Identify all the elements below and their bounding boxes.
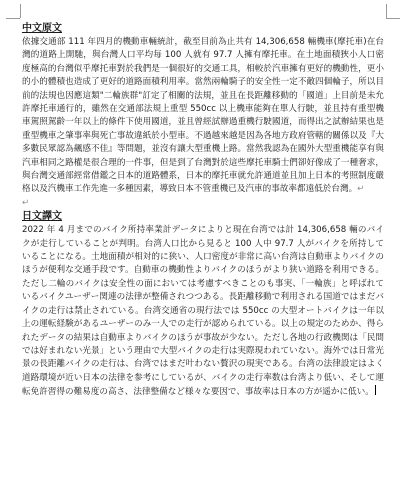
paragraph-mark: ↵ — [22, 197, 30, 208]
japanese-paragraph — [22, 224, 384, 399]
margin-mark-top-right — [386, 18, 400, 19]
chinese-section-heading: 中文原文 — [22, 23, 62, 34]
paragraph-mark: ↵ — [357, 184, 365, 195]
text-cursor — [375, 385, 376, 395]
margin-mark-top-left — [20, 4, 21, 18]
chinese-paragraph-text: 依據交通部 111 年四月的機動車輛統計，截至目前為止共有 14,306,658 輛機車(摩托車)在台灣的道路上開馳，與台灣人口平均每 100 人就有 97.7 人擁有摩托車。在土地面積狹小人口密度極高的台灣似乎摩托車對於我們是一個很好的交通工具，相較於汽車擁有更好的機動性，更小的小的體積也造成了更好的道路面積利用率。當然兩輪騎子的安全性一定不敵四個輪子，所以目前的法規也因應這類"二輪族群"訂定了相關的法規，並且在長距離移動的「國道」上目前是未允許摩托車通行的，雖然在交通部法規上重型 550cc 以上機車能夠在單人行駛，並且持有重型機車駕照駕齡一年以上的條件下使用國道，並且曾經試辦過重機行駛國道，而得出之試辦結果也是重型機車之肇事率與死亡事故違紙於小型車。不過越來越是因為各地方政府管轄的關係以及『大多數民眾認為飆感不佳』等問題，並沒有讓大型重機上路。當然我認為在國外大型重機能享有與汽車相同之路權是很合理的一件事，但是到了台灣對於這些摩托車騎士們卻好像成了一種奢求，與台灣交通部經常借鑑之日本的道路體系，日本的摩托車就允許通道並且加上日本的考照制度嚴格以及汽機車工作先進一多種因素，導致日本不管重機已及汽車的事故率都遠低於台灣。 — [22, 37, 384, 195]
japanese-paragraph-text: 2022 年 4 月までのバイク所持率業計データによりと現在台湾では計 14,306,658 輛のバイクが走行していることが判明。台湾人口比から見ると 100 人中 97.7 人がバイクを所持していることになる。土地面積が相対的に狭い、人口密度が非常に高い台湾は自動車よりバイクのほうが便利な交通手段です。自動車の機動性よりバイクのほうがより狭い道路を利用できる。ただし二輪のバイクは安全性の面においては考慮すべきことのも事実、「一輪族」と呼ばれているバイクユーザー関連の法律が整備されつつある。長距離移動で利用される国道ではまだバイクの走行は禁止されている。台湾交通省の現行法では 550cc の大型オートバイクは一年以上の運転経験があるユーザーのみ一人での走行が認められている。以上の規定のためか、得られたデータの結果は自動車よりバイクのほうが事故が少ない。ただし各地の行政機関は「民間では好まれない光景」という理由で大型バイクの走行は実際現われていない。海外では日常光景の長距離バイクの走行は、台湾ではまだ叶わない贅沢の現実である。台湾の法律設定はよく道路環境が近い日本の法律を参考にしているが、バイクの走行率数は台湾より低い、そして運転免許習得の難易度の高さ、法律整備など様々な要因で、事故率は日本の方が遥かに低い。 — [22, 225, 384, 398]
margin-mark-top-right — [386, 4, 387, 18]
japanese-section-heading: 日文譯文 — [22, 211, 62, 223]
document-body[interactable] — [22, 22, 384, 400]
margin-mark-top-left — [6, 18, 20, 19]
chinese-paragraph — [22, 36, 384, 197]
